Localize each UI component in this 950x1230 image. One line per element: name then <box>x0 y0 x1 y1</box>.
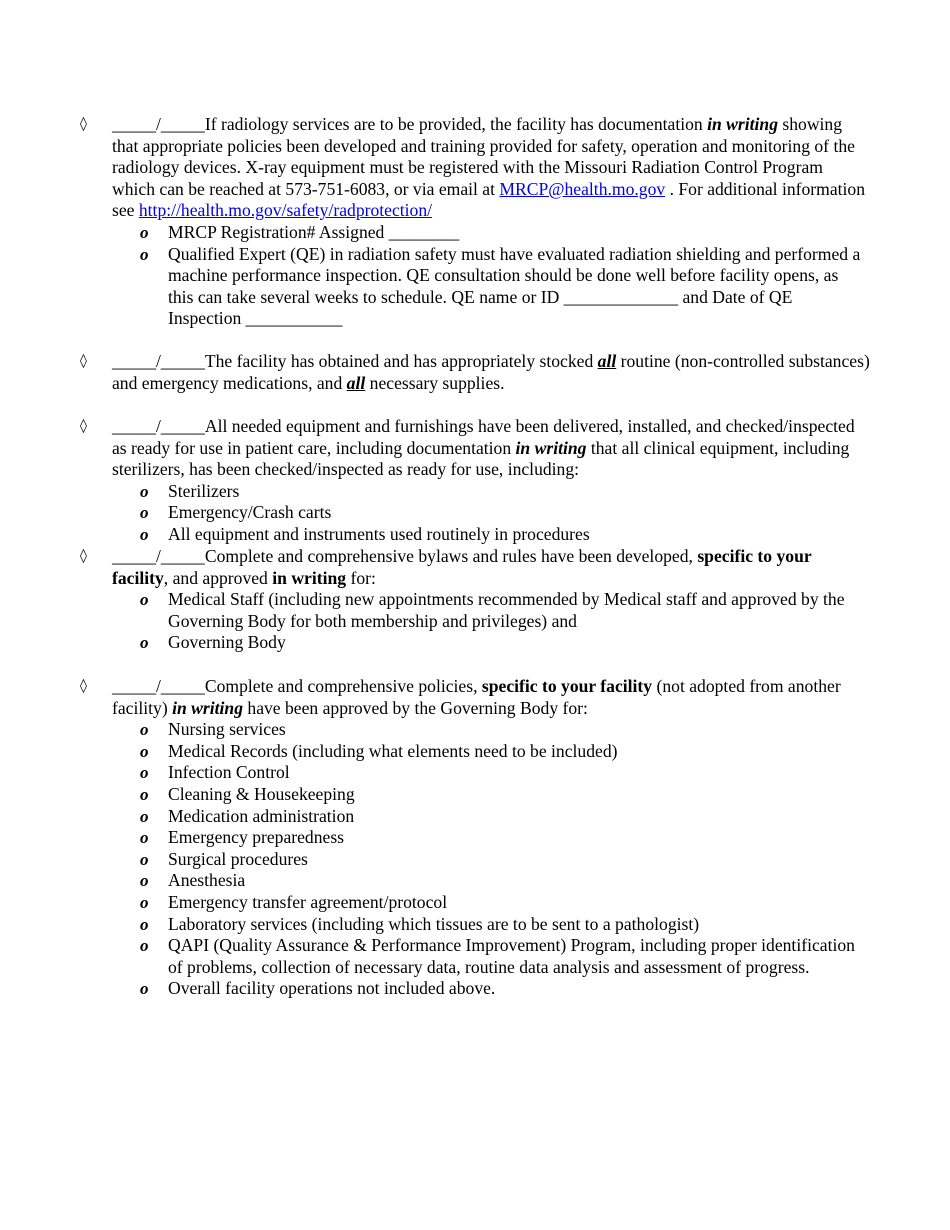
sub-item: o QAPI (Quality Assurance & Performance Improvement) Program, including proper identification of problems, collection of necessary data, routine data analysis and assessment of progress. <box>140 935 855 977</box>
signoff-blank: _____/_____ <box>112 114 205 134</box>
checklist-item-policies <box>80 676 870 1000</box>
sub-item: o Overall facility operations not included above. <box>140 978 496 999</box>
circle-bullet-icon: o <box>140 936 149 956</box>
radprotection-link[interactable]: http://health.mo.gov/safety/radprotection/ <box>138 200 433 221</box>
diamond-bullet-icon: ◊ <box>80 548 87 564</box>
sub-item: o MRCP Registration# Assigned ________ <box>140 221 460 242</box>
item-text: _____/_____Complete and comprehensive policies, specific to your facility (not adopted from another facility) in writing have been approved by the Governing Body for: <box>112 676 841 718</box>
diamond-bullet-icon: ◊ <box>80 678 87 694</box>
sub-item: o Nursing services <box>140 719 286 740</box>
sub-item: o Medical Records (including what elements need to be included) <box>140 740 618 761</box>
circle-bullet-icon: o <box>140 481 149 501</box>
circle-bullet-icon: o <box>140 979 149 999</box>
circle-bullet-icon: o <box>140 763 149 783</box>
circle-bullet-icon: o <box>140 222 149 242</box>
circle-bullet-icon: o <box>140 244 149 264</box>
circle-bullet-icon: o <box>140 503 149 523</box>
sub-item: o Medical Staff (including new appointments recommended by Medical staff and approved by the Governing Body for both membership and privileges) and <box>140 589 845 631</box>
circle-bullet-icon: o <box>140 806 149 826</box>
signoff-blank: _____/_____ <box>112 416 205 436</box>
circle-bullet-icon: o <box>140 828 149 848</box>
checklist-item-bylaws <box>80 546 870 654</box>
circle-bullet-icon: o <box>140 741 149 761</box>
checklist-item-radiology <box>80 114 870 330</box>
item-text: _____/_____If radiology services are to be provided, the facility has documentation in writing showing that appropriate policies been developed and training provided for safety, operation and monitoring of the radiology devices. X-ray equipment must be registered with the Missouri Radiation Control Program which can be reached at 573-751-6083, or via email at MRCP@health.mo.gov . For additional information see http://health.mo.gov/safety/radprotection/ <box>112 114 866 221</box>
sub-item: o Infection Control <box>140 762 290 783</box>
sub-item: o Laboratory services (including which tissues are to be sent to a pathologist) <box>140 913 700 934</box>
sub-item: o Emergency preparedness <box>140 827 345 848</box>
sub-item: o Emergency transfer agreement/protocol <box>140 891 448 912</box>
sub-item: o Cleaning & Housekeeping <box>140 783 355 804</box>
diamond-bullet-icon: ◊ <box>80 116 87 132</box>
signoff-blank: _____/_____ <box>112 351 205 371</box>
sub-item: o Anesthesia <box>140 870 246 891</box>
circle-bullet-icon: o <box>140 590 149 610</box>
diamond-bullet-icon: ◊ <box>80 418 87 434</box>
sub-item: o Qualified Expert (QE) in radiation safety must have evaluated radiation shielding and performed a machine performance inspection. QE consultation should be done well before facility opens, as this can take several weeks to schedule. QE name or ID _____________ and Date of QE Inspection ___________ <box>140 243 861 329</box>
signoff-blank: _____/_____ <box>112 676 205 696</box>
diamond-bullet-icon: ◊ <box>80 353 87 369</box>
sub-item: o Emergency/Crash carts <box>140 502 332 523</box>
item-text: _____/_____All needed equipment and furnishings have been delivered, installed, and checked/inspected as ready for use in patient care, including documentation in writing that all clinical equipment, including sterilizers, has been checked/inspected as ready for use, including: <box>112 416 855 480</box>
sub-item: o Medication administration <box>140 805 355 826</box>
circle-bullet-icon: o <box>140 892 149 912</box>
sub-item: o Governing Body <box>140 632 286 653</box>
circle-bullet-icon: o <box>140 914 149 934</box>
signoff-blank: _____/_____ <box>112 546 205 566</box>
checklist-item-medications <box>80 351 870 394</box>
sub-item: o Sterilizers <box>140 480 240 501</box>
item-text: _____/_____Complete and comprehensive bylaws and rules have been developed, specific to your facility, and approved in writing for: <box>112 546 812 588</box>
mrcp-email-link[interactable]: MRCP@health.mo.gov <box>499 178 666 199</box>
circle-bullet-icon: o <box>140 784 149 804</box>
circle-bullet-icon: o <box>140 871 149 891</box>
circle-bullet-icon: o <box>140 633 149 653</box>
sub-item: o Surgical procedures <box>140 848 308 869</box>
checklist-item-equipment <box>80 416 870 546</box>
item-text: _____/_____The facility has obtained and has appropriately stocked all routine (non-controlled substances) and emergency medications, and all necessary supplies. <box>112 351 870 393</box>
sub-item: o All equipment and instruments used routinely in procedures <box>140 523 590 544</box>
circle-bullet-icon: o <box>140 524 149 544</box>
circle-bullet-icon: o <box>140 849 149 869</box>
circle-bullet-icon: o <box>140 720 149 740</box>
